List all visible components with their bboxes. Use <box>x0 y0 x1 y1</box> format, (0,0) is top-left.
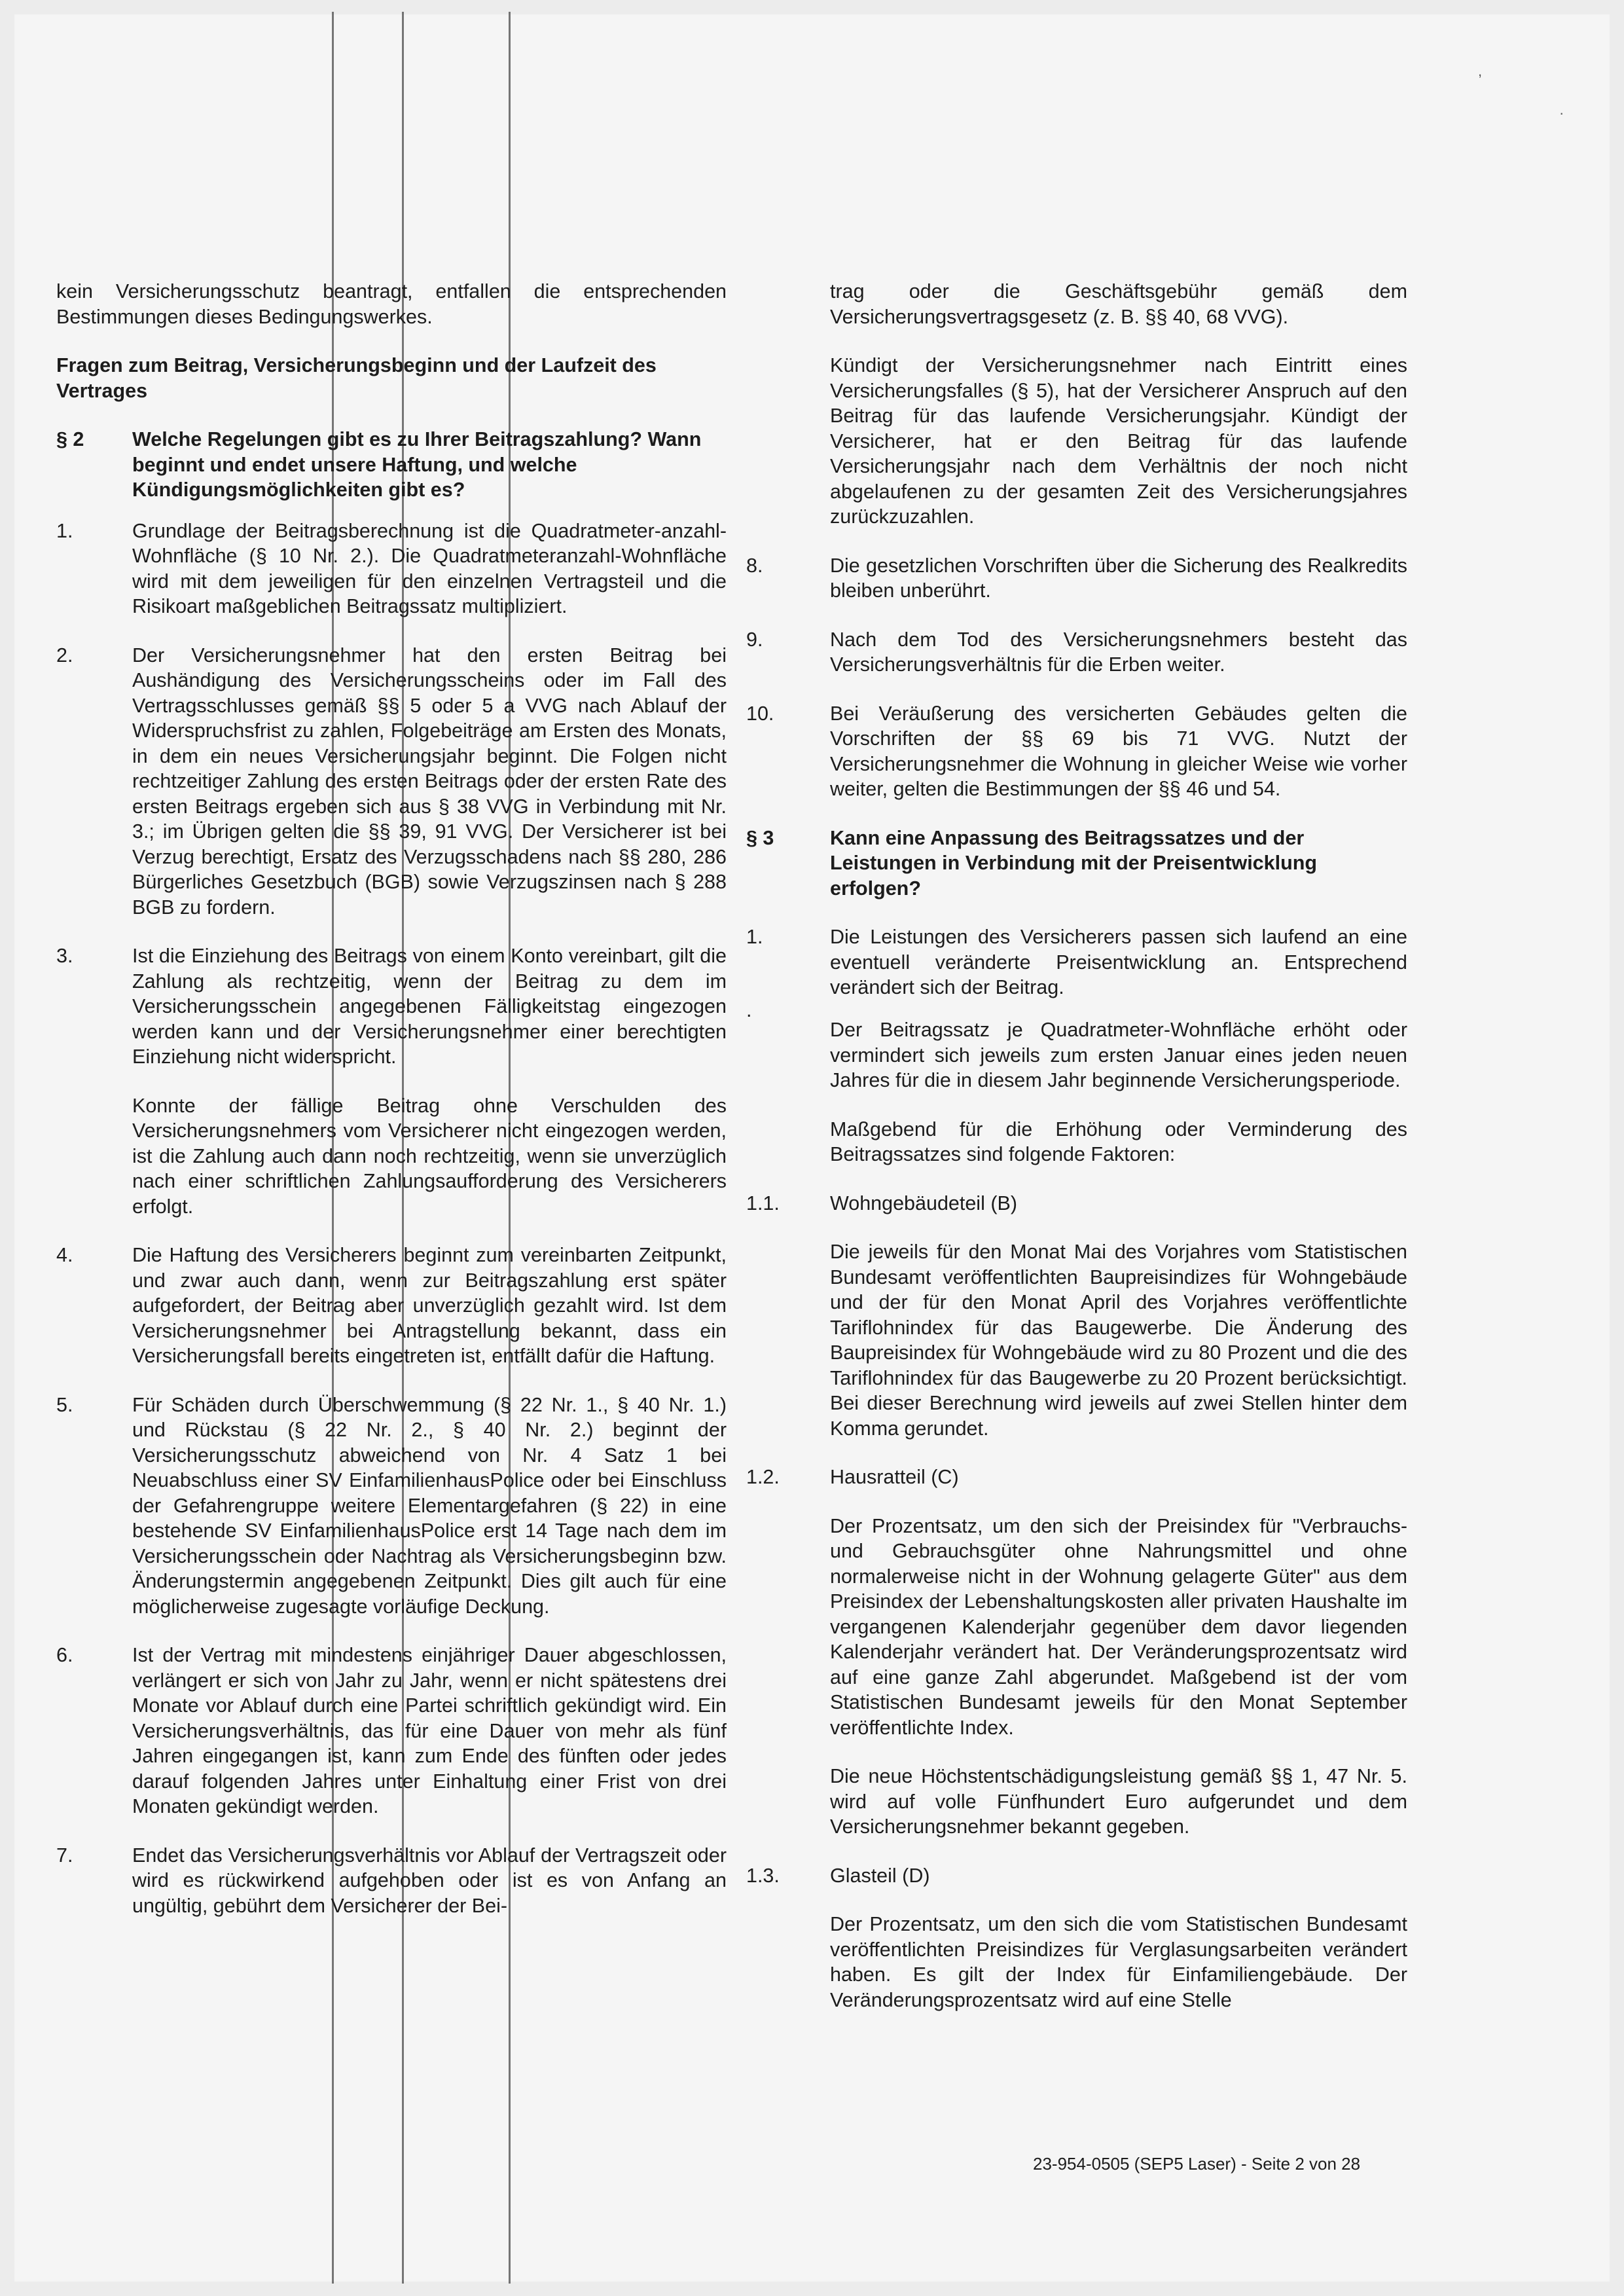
sub-text: Die jeweils für den Monat Mai des Vorjahres vom Statistischen Bundesamt veröffentlichten Baupreisindizes für Wohngebäude und der für den Monat April des Vorjahres veröffentlichte Tariflohnindex für das Baugewerbe. Die Änderung des Baupreisindex für Wohngebäude wird zu 80 Prozent und die des Tariflohnindex für das Baugewerbe zu 20 Prozent berücksichtigt. Bei dieser Berechnung wird jeweils auf zwei Stellen hinter dem Komma gerundet. <box>830 1241 1407 1440</box>
sub-number: 1.2. <box>746 1466 780 1488</box>
section-number: § 2 <box>56 428 84 450</box>
list-item <box>56 1393 727 1620</box>
sub-number: 1.1. <box>746 1192 780 1214</box>
scan-speck: , <box>1478 63 1483 79</box>
left-column <box>56 279 727 1918</box>
section-number: § 3 <box>746 826 774 849</box>
sub-text-extra: Die neue Höchstentschädigungsleistung gemäß §§ 1, 47 Nr. 5. wird auf volle Fünfhundert Euro aufgerundet und dem Versicherungsnehmer bekannt gegeben. <box>830 1765 1407 1838</box>
item-text: Grundlage der Beitragsberechnung ist die Quadratmeter-anzahl-Wohnfläche (§ 10 Nr. 2.). Die Quadratmeteranzahl-Wohnfläche wird mit dem jeweiligen für den einzelnen Vertragsteil und die Risikoart maßgeblichen Beitragssatz multipliziert. <box>132 519 727 617</box>
sub-label: Hausratteil (C) <box>830 1466 959 1488</box>
item-number: 4. <box>56 1244 73 1266</box>
item-number: 1. <box>56 519 73 542</box>
s3-paragraph: Der Beitragssatz je Quadratmeter-Wohnfläche erhöht oder vermindert sich jeweils zum ersten Januar eines jeden neuen Jahres für die in diesem Jahr beginnende Versicherungsperiode. <box>830 1019 1407 1091</box>
list-item <box>746 701 1407 802</box>
list-item <box>56 519 727 619</box>
item-number: 2. <box>56 644 73 666</box>
list-item <box>56 1643 727 1819</box>
list-item <box>56 943 727 1070</box>
item-text: Die gesetzlichen Vorschriften über die Sicherung des Realkredits bleiben unberührt. <box>830 554 1407 602</box>
scan-speck: · <box>1559 105 1564 121</box>
intro-paragraph: kein Versicherungsschutz beantragt, entfallen die entsprechenden Bestimmungen dieses Bedingungswerkes. <box>56 280 727 328</box>
item-number: 8. <box>746 554 763 577</box>
section-3-heading <box>746 826 1407 902</box>
continuation-paragraph: trag oder die Geschäftsgebühr gemäß dem Versicherungsvertragsgesetz (z. B. §§ 40, 68 VVG). <box>830 280 1407 328</box>
s3-paragraph: Maßgebend für die Erhöhung oder Verminderung des Beitragssatzes sind folgende Faktoren: <box>830 1118 1407 1165</box>
item-text: Ist der Vertrag mit mindestens einjähriger Dauer abgeschlossen, verlängert er sich von Jahr zu Jahr, wenn er nicht spätestens drei Monate vor Ablauf durch eine Partei schriftlich gekündigt wird. Ein Versicherungsverhältnis, das für eine Dauer von mehr als fünf Jahren eingegangen ist, kann zum Ende des fünften oder jedes darauf folgenden Jahres unter Einhaltung einer Frist von drei Monaten gekündigt werden. <box>132 1644 727 1817</box>
item-text: Endet das Versicherungsverhältnis vor Ablauf der Vertragszeit oder wird es rückwirkend aufgehoben oder ist es von Anfang an ungültig, gebührt dem Versicherer der Bei- <box>132 1844 727 1917</box>
list-item <box>56 1843 727 1919</box>
item-text: Für Schäden durch Überschwemmung (§ 22 Nr. 1., § 40 Nr. 1.) und Rückstau (§ 22 Nr. 2., § 40 Nr. 2.) beginnt der Versicherungsschutz abweichend von Nr. 4 Satz 1 bei Neuabschluss einer SV EinfamilienhausPolice oder bei Einschluss der Gefahrengruppe weitere Elementargefahren (§ 22) in eine bestehende SV EinfamilienhausPolice erst 14 Tage nach dem im Versicherungsschein oder Nachtrag als Versicherungsbeginn bzw. Änderungstermin angegebenen Zeitpunkt. Dies gilt auch für eine möglicherweise zugesagte vorläufige Deckung. <box>132 1393 727 1618</box>
page-footer: 23-954-0505 (SEP5 Laser) - Seite 2 von 28 <box>1033 2154 1361 2174</box>
stray-dot: . <box>746 998 752 1021</box>
item-number: 1. <box>746 926 763 948</box>
list-item <box>746 627 1407 678</box>
continuation-paragraph-2: Kündigt der Versicherungsnehmer nach Eintritt eines Versicherungsfalles (§ 5), hat der Versicherer Anspruch auf den Beitrag für das laufende Versicherungsjahr. Kündigt der Versicherer, hat er den Beitrag für das laufende Versicherungsjahr nach dem Verhältnis der noch nicht abgelaufenen zu der gesamten Zeit des Versicherungsjahres zurückzuzahlen. <box>830 354 1407 528</box>
item-text: Der Versicherungsnehmer hat den ersten Beitrag bei Aushändigung des Versicherungsscheins oder im Fall des Vertragsschlusses gemäß §§ 5 oder 5 a VVG nach Ablauf der Widerspruchsfrist zu zahlen, Folgebeiträge am Ersten des Monats, in dem ein neues Versicherungsjahr beginnt. Die Folgen nicht rechtzeitiger Zahlung des ersten Beitrags oder der ersten Rate des ersten Beitrags ergeben sich aus § 38 VVG in Verbindung mit Nr. 3.; im Übrigen gelten die §§ 39, 91 VVG. Der Versicherer ist bei Verzug berechtigt, Ersatz des Verzugsschadens nach §§ 280, 286 Bürgerliches Gesetzbuch (BGB) sowie Verzugszinsen nach § 288 BGB zu fordern. <box>132 644 727 919</box>
item-number: 9. <box>746 628 763 651</box>
list-item <box>56 1243 727 1369</box>
item-text: Die Leistungen des Versicherers passen sich laufend an eine eventuell veränderte Preisentwicklung an. Entsprechend verändert sich der Beitrag. <box>830 926 1407 998</box>
right-column <box>746 279 1407 2013</box>
sub-label: Wohngebäudeteil (B) <box>830 1192 1017 1214</box>
sub-item-1-1 <box>746 1191 1407 1216</box>
sub-label: Glasteil (D) <box>830 1864 930 1887</box>
item-number: 7. <box>56 1844 73 1867</box>
group-heading: Fragen zum Beitrag, Versicherungsbeginn und der Laufzeit des Vertrages <box>56 354 657 402</box>
section-title: Welche Regelungen gibt es zu Ihrer Beitragszahlung? Wann beginnt und endet unsere Haftung, und welche Kündigungsmöglichkeiten gibt es? <box>132 428 702 501</box>
item-number: 6. <box>56 1644 73 1666</box>
item-continuation: Konnte der fällige Beitrag ohne Verschulden des Versicherungsnehmers vom Versicherer nicht eingezogen werden, ist die Zahlung auch dann noch rechtzeitig, wenn sie unverzüglich nach einer schriftlichen Zahlungsaufforderung des Versicherers erfolgt. <box>132 1094 727 1218</box>
sub-number: 1.3. <box>746 1864 780 1887</box>
section-2-heading <box>56 427 727 503</box>
sub-text: Der Prozentsatz, um den sich die vom Statistischen Bundesamt veröffentlichten Preisindizes für Verglasungsarbeiten verändert haben. Es gilt der Index für Einfamiliengebäude. Der Veränderungsprozentsatz wird auf eine Stelle <box>830 1913 1407 2011</box>
sub-item-1-3 <box>746 1863 1407 1889</box>
item-text: Ist die Einziehung des Beitrags von einem Konto vereinbart, gilt die Zahlung als rechtzeitig, wenn der Beitrag zu dem im Versicherungsschein angegebenen Fälligkeitstag eingezogen werden kann und der Versicherungsnehmer einer berechtigten Einziehung nicht widerspricht. <box>132 945 727 1068</box>
item-number: 3. <box>56 945 73 967</box>
list-item <box>746 553 1407 604</box>
sub-text: Der Prozentsatz, um den sich der Preisindex für "Verbrauchs- und Gebrauchsgüter ohne Nahrungsmittel und ohne normalerweise nicht in der Wohnung gelagerte Güter" aus dem Preisindex der Lebenshaltungskosten aller privaten Haushalte im vergangenen Kalenderjahr gegenüber dem davor liegenden Kalenderjahr verändert hat. Der Veränderungsprozentsatz wird auf eine ganze Zahl abgerundet. Maßgebend ist der vom Statistischen Bundesamt jeweils für den Monat September veröffentlichte Index. <box>830 1514 1407 1739</box>
item-number: 5. <box>56 1393 73 1416</box>
section-title: Kann eine Anpassung des Beitragssatzes und der Leistungen in Verbindung mit der Preisentwicklung erfolgen? <box>830 826 1317 900</box>
item-text: Bei Veräußerung des versicherten Gebäudes gelten die Vorschriften der §§ 69 bis 71 VVG. Nutzt der Versicherungsnehmer die Wohnung in gleicher Weise wie vorher weiter, gelten die Bestimmungen der §§ 46 und 54. <box>830 702 1407 800</box>
list-item <box>746 924 1407 1000</box>
item-text: Nach dem Tod des Versicherungsnehmers besteht das Versicherungsverhältnis für die Erben weiter. <box>830 628 1407 676</box>
sub-item-1-2 <box>746 1465 1407 1490</box>
item-number: 10. <box>746 702 774 725</box>
item-text: Die Haftung des Versicherers beginnt zum vereinbarten Zeitpunkt, und zwar auch dann, wenn zur Beitragszahlung erst später aufgefordert, der Beitrag aber unverzüglich gezahlt wird. Ist dem Versicherungsnehmer bei Antragstellung bekannt, dass ein Versicherungsfall bereits eingetreten ist, entfällt dafür die Haftung. <box>132 1244 727 1367</box>
list-item <box>56 643 727 920</box>
